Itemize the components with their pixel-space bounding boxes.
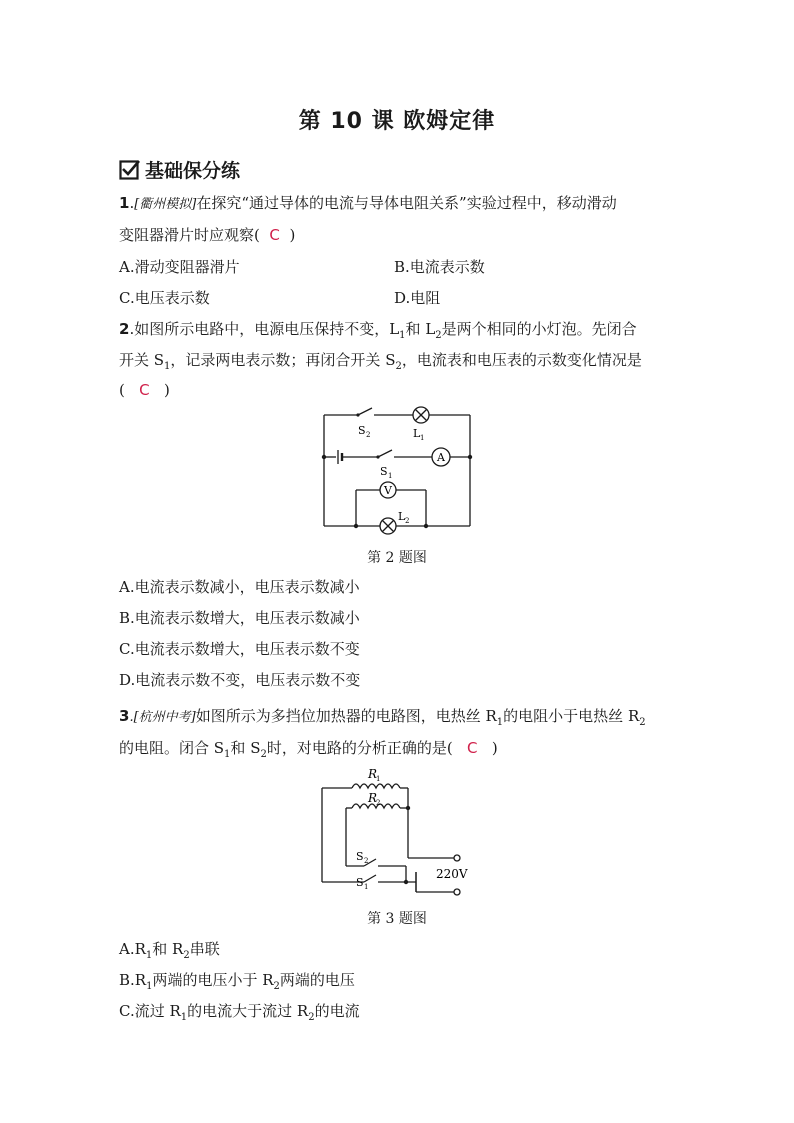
sub-1: 1 <box>496 717 504 728</box>
label-l2: L <box>398 510 406 523</box>
q3-c-text-3: 的电流 <box>314 1002 360 1020</box>
q3-text-d: 和 S <box>230 739 261 757</box>
q3-close: ) <box>491 739 498 757</box>
q2-figure-caption: 第 2 题图 <box>367 550 427 566</box>
q3-option-c <box>119 1001 360 1028</box>
q1-option-d: D.电阻 <box>394 289 441 307</box>
q3-c-text-2: 的电流大于流过 R <box>187 1002 309 1020</box>
q2-text-f: ，电流表和电压表的示数变化情况是 <box>401 351 642 369</box>
q2-line1 <box>119 319 637 346</box>
q3-text-b: 的电阻小于电热丝 R <box>503 707 640 725</box>
q2-option-b: B.电流表示数增大，电压表示数减小 <box>119 609 360 627</box>
q1-line1: 1.[衢州模拟]在探究“通过导体的电流与导体电阻关系”实验过程中，移动滑动 <box>119 194 617 212</box>
q2-number: 2 <box>119 320 130 338</box>
q1-option-c: C.电压表示数 <box>119 289 210 307</box>
q3-answer: C <box>467 739 478 757</box>
label-l1: L <box>413 427 421 440</box>
q2-option-a: A.电流表示数减小，电压表示数减小 <box>119 578 360 596</box>
sub-1: 1 <box>388 472 393 480</box>
sub-1: 1 <box>364 883 369 891</box>
q3-number: 3 <box>119 707 130 725</box>
sub-2: 2 <box>405 517 410 525</box>
label-s2: S <box>356 850 364 863</box>
q1-line2 <box>119 225 295 245</box>
q3-c-text: C.流过 R <box>119 1002 181 1020</box>
label-r2: R <box>368 791 378 805</box>
sub-2: 2 <box>260 749 267 760</box>
q1-text: 在探究“通过导体的电流与导体电阻关系”实验过程中，移动滑动 <box>196 194 617 212</box>
section-title: 基础保分练 <box>145 160 241 182</box>
q2-text-c: 是两个相同的小灯泡。先闭合 <box>441 320 637 338</box>
sub-1: 1 <box>145 950 153 961</box>
q3-line2 <box>119 738 498 765</box>
page-title: 第 10 课 欧姆定律 <box>298 109 496 134</box>
voltage-label: 220V <box>436 867 468 881</box>
q3-option-a <box>119 939 220 966</box>
q3-option-b <box>119 970 355 997</box>
sub-2: 2 <box>364 857 369 865</box>
ammeter-label: A <box>437 451 445 464</box>
label-s1: S <box>356 876 364 889</box>
checkbox-icon <box>119 159 141 181</box>
q3-b-text-3: 两端的电压 <box>279 971 355 989</box>
sub-2: 2 <box>376 799 381 807</box>
q1-number: 1 <box>119 194 130 212</box>
sub-2: 2 <box>366 431 371 439</box>
label-s2: S <box>358 424 366 437</box>
q2-text-d: 开关 S <box>119 351 165 369</box>
q3-a-text: A.R <box>119 940 146 958</box>
q3-b-text: B.R <box>119 971 147 989</box>
q3-b-text-2: 两端的电压小于 R <box>152 971 274 989</box>
q3-circuit-diagram <box>312 764 484 902</box>
q3-text-a: 如图所示为多挡位加热器的电路图，电热丝 R <box>195 707 497 725</box>
q2-option-c: C.电流表示数增大，电压表示数不变 <box>119 640 360 658</box>
sub-1: 1 <box>180 1012 188 1023</box>
sub-2: 2 <box>273 981 280 992</box>
q1-answer: C <box>269 226 280 244</box>
sub-1: 1 <box>164 361 171 372</box>
sub-1: 1 <box>399 330 406 341</box>
section-header <box>119 156 240 183</box>
sub-2: 2 <box>395 361 402 372</box>
sub-2: 2 <box>639 717 646 728</box>
q2-line2 <box>119 350 642 377</box>
q2-answer: C <box>139 381 150 399</box>
q3-text-e: 时，对电路的分析正确的是( <box>266 739 453 757</box>
q2-text-a: .如图所示电路中，电源电压保持不变，L <box>129 320 400 338</box>
q2-close: ) <box>163 381 170 399</box>
q3-source: .[杭州中考] <box>129 710 196 725</box>
q3-figure-caption: 第 3 题图 <box>367 911 427 927</box>
sub-1: 1 <box>146 981 153 992</box>
q1-option-a: A.滑动变阻器滑片 <box>119 258 240 276</box>
q2-text-e: ，记录两电表示数；再闭合开关 S <box>170 351 396 369</box>
q1-option-b: B.电流表示数 <box>394 258 485 276</box>
sub-2: 2 <box>183 950 190 961</box>
q2-answer-line <box>119 380 170 400</box>
q2-circuit-diagram <box>310 402 485 537</box>
q1-source: [衢州模拟] <box>134 197 197 212</box>
q3-line1 <box>119 706 646 733</box>
q1-close: ) <box>289 226 296 244</box>
sub-1: 1 <box>420 434 425 442</box>
q3-a-text-2: 和 R <box>152 940 184 958</box>
sub-2: 2 <box>308 1012 315 1023</box>
sub-1: 1 <box>224 749 231 760</box>
q2-option-d: D.电流表示数不变，电压表示数不变 <box>119 671 361 689</box>
voltmeter-label: V <box>384 484 392 497</box>
sub-2: 2 <box>435 330 442 341</box>
label-r1: R <box>368 767 378 781</box>
q3-text-c: 的电阻。闭合 S <box>119 739 225 757</box>
q3-a-text-3: 串联 <box>189 940 220 958</box>
q2-text-b: 和 L <box>405 320 436 338</box>
q1-text-2: 变阻器滑片时应观察( <box>119 226 260 244</box>
label-s1: S <box>380 465 388 478</box>
q2-open: ( <box>119 381 125 399</box>
sub-1: 1 <box>376 775 381 783</box>
